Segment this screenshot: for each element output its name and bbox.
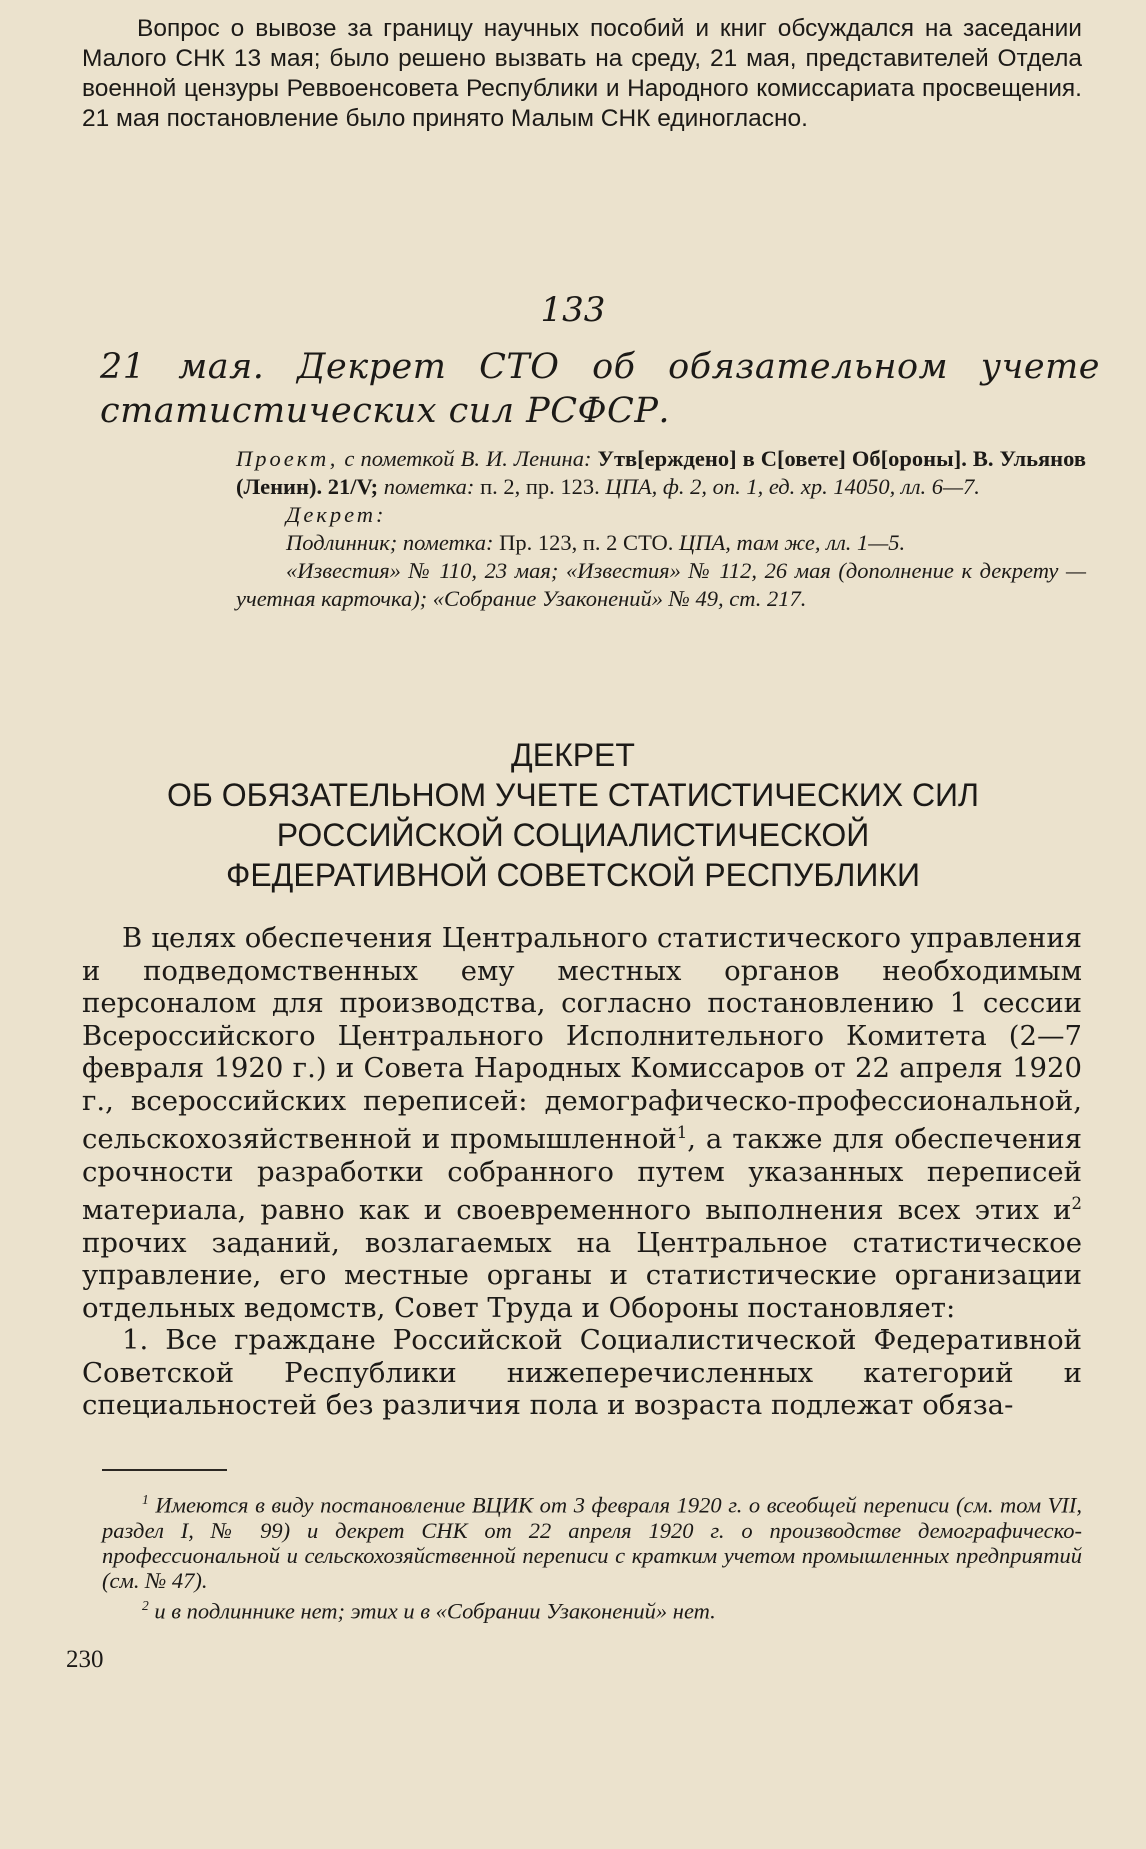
intro-paragraph xyxy=(82,14,1082,134)
source-original xyxy=(236,529,1086,557)
footnote-2-mark: 2 xyxy=(142,1597,149,1613)
decree-title-line1: ДЕКРЕТ xyxy=(511,737,635,773)
page-number: 230 xyxy=(66,1646,104,1673)
footnote-1 xyxy=(102,1487,1082,1593)
footnote-divider xyxy=(102,1469,227,1471)
footnote-1-mark: 1 xyxy=(142,1492,149,1507)
decree-title-line2: ОБ ОБЯЗАТЕЛЬНОМ УЧЕТЕ СТАТИСТИЧЕСКИХ СИЛ xyxy=(166,777,980,813)
decree-title-line4: ФЕДЕРАТИВНОЙ СОВЕТСКОЙ РЕСПУБЛИКИ xyxy=(226,857,920,893)
source-decree-label xyxy=(236,501,1086,529)
source-publications-text: «Известия» № 110, 23 мая; «Известия» № 112, 26 мая (дополнение к декрету — учетная карточка); «Собрание Узаконений» № 49, ст. 217. xyxy=(236,558,1086,611)
decree-title-line3: РОССИЙСКОЙ СОЦИАЛИСТИЧЕСКОЙ xyxy=(276,817,870,853)
document-headline: 21 мая. Декрет СТО об обязательном учете статистических сил РСФСР. xyxy=(100,347,1100,431)
footnote-2 xyxy=(102,1593,1082,1624)
footnote-ref-1[interactable]: 1 xyxy=(676,1123,688,1142)
source-draft-mark: Утв[ерждено] в С[овете] Об[ороны]. В. Ульянов (Ленин). 21/V; xyxy=(236,446,1086,499)
footnotes xyxy=(102,1487,1082,1623)
footnote-ref-2[interactable]: 2 xyxy=(1071,1194,1082,1214)
body-p1-part2: , а также для обеспечения срочности разработки собранного путем указанных переписей материала, равно как и своевременного выполнения всех этих и xyxy=(82,1123,1083,1227)
source-original-note: Подлинник; пометка: xyxy=(286,530,500,555)
source-original-ref: Пр. 123, п. 2 СТО. xyxy=(499,530,674,555)
footnote-1-text: Имеются в виду постановление ВЦИК от 3 февраля 1920 г. о всеобщей переписи (см. том VII, раздел I, № 99) и декрет СНК от 22 апреля 1920 г. о производстве демографическо-профессиональной и сельскохозяйственной переписи с кратким учетом промышленных предприятий (см. № 47). xyxy=(102,1492,1082,1593)
decree-title xyxy=(0,735,1146,895)
source-notes xyxy=(236,445,1086,613)
source-draft-note2: пометка: xyxy=(378,474,481,499)
body-paragraph-1 xyxy=(82,922,1082,1324)
source-draft-ref: п. 2, пр. 123. xyxy=(480,474,600,499)
source-draft-note: с пометкой В. И. Ленина: xyxy=(338,446,598,471)
source-draft-archive: ЦПА, ф. 2, оп. 1, ед. хр. 14050, лл. 6—7. xyxy=(599,474,980,499)
body-p1-part1: В целях обеспечения Центрального статистического управления и подведомственных ему местных органов необходимым персоналом для производства, согласно постановлению 1 сессии Всероссийского Центрального Исполнительного Комитета (2—7 февраля 1920 г.) и Совета Народных Комиссаров от 22 апреля 1920 г., всероссийских переписей: демографическо-профессиональной, сельскохозяйственной и промышленной xyxy=(82,922,1082,1156)
source-original-archive: ЦПА, там же, лл. 1—5. xyxy=(673,530,906,555)
document-number: 133 xyxy=(540,290,606,330)
decree-body xyxy=(82,922,1082,1422)
source-draft-label: Проект, xyxy=(236,446,339,471)
intro-text: Вопрос о вывозе за границу научных пособий и книг обсуждался на заседании Малого СНК 13 мая; было решено вызвать на среду, 21 мая, представителей Отдела военной цензуры Реввоенсовета Республики и Народного комиссариата просвещения. 21 мая постановление было принято Малым СНК единогласно. xyxy=(82,15,1082,132)
footnote-2-text: и в подлиннике нет; этих и в «Собрании Узаконений» нет. xyxy=(148,1598,716,1623)
body-paragraph-2: 1. Все граждане Российской Социалистической Федеративной Советской Республики нижеперечисленных категорий и специальностей без различия пола и возраста подлежат обяза- xyxy=(82,1324,1082,1422)
body-p1-part3: прочих заданий, возлагаемых на Центральное статистическое управление, его местные органы и статистические организации отдельных ведомств, Совет Труда и Обороны постановляет: xyxy=(82,1226,1082,1324)
source-decree-heading: Декрет: xyxy=(286,502,387,527)
source-publications xyxy=(236,557,1086,613)
source-draft xyxy=(236,445,1086,501)
